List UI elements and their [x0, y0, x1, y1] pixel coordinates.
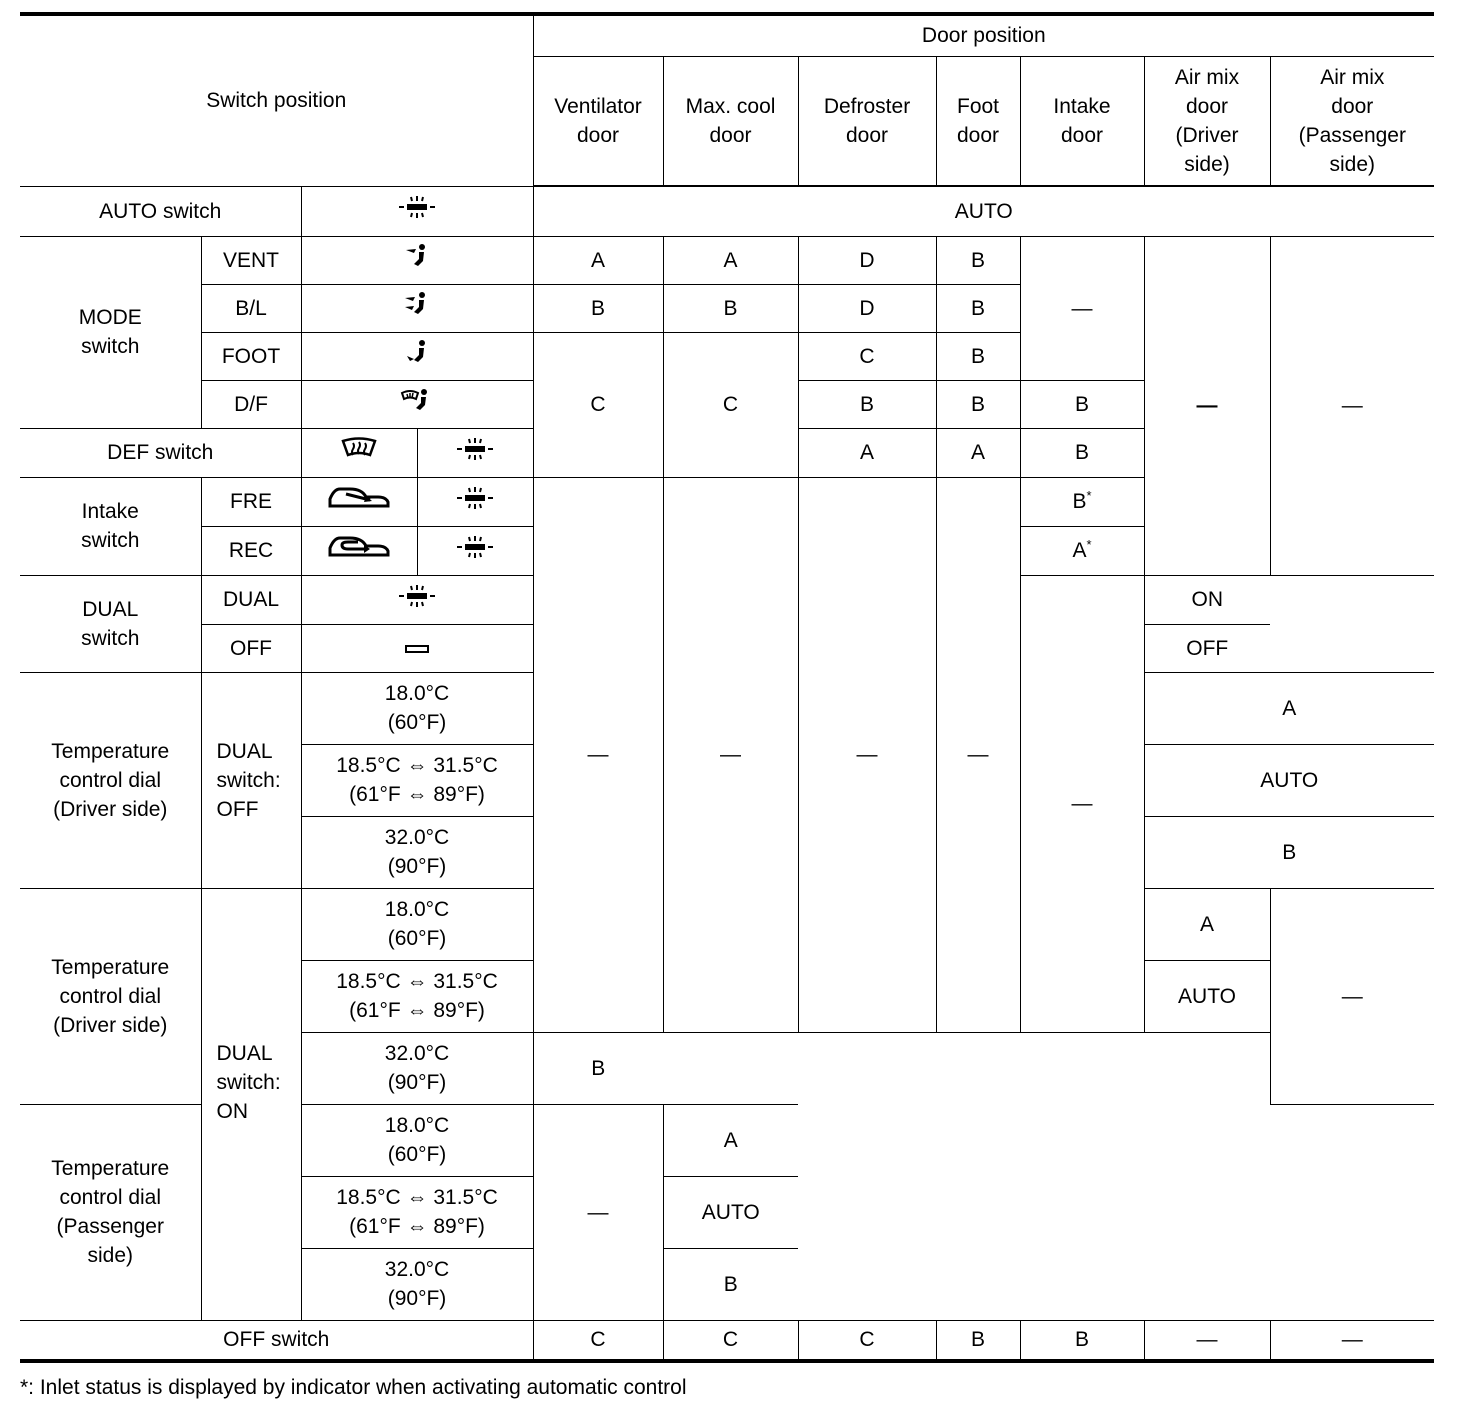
intake-dash: —: [1020, 575, 1144, 1032]
temp-driver-off-setting-mid: 18.5°C ⇔ 31.5°C (61°F ⇔ 89°F): [301, 744, 533, 816]
foot-defroster: C: [798, 332, 936, 380]
auto-switch-indicator: [301, 186, 533, 236]
bl-maxcool: B: [663, 284, 798, 332]
auto-switch-label: AUTO switch: [20, 186, 301, 236]
defroster-icon: [340, 437, 378, 469]
col-air-mix-driver: Air mix door (Driver side): [1144, 56, 1270, 186]
dual-indicator-cell: [301, 575, 533, 624]
temp-driver-off-setting-high: 32.0°C (90°F): [301, 816, 533, 888]
defrost-foot-mode-icon: [400, 387, 434, 421]
vent-ventilator: A: [533, 236, 663, 284]
fresh-air-icon: [326, 485, 392, 519]
temp-driver-on-value-mid: AUTO: [1144, 960, 1270, 1032]
temp-driver-off-label: Temperature control dial (Driver side): [20, 672, 201, 888]
intake-switch-label: Intake switch: [20, 477, 201, 575]
fre-asterisk: *: [1086, 488, 1092, 503]
mode-df-label: D/F: [201, 380, 301, 428]
off-foot: B: [936, 1320, 1020, 1361]
mode-foot-icon-cell: [301, 332, 533, 380]
temp-pass-on-label: Temperature control dial (Passenger side): [20, 1104, 201, 1320]
fre-icon-cell: [301, 477, 417, 526]
def-foot: A: [936, 428, 1020, 477]
airmix-pass-driver-dial-dash: —: [1270, 888, 1434, 1104]
off-intake: B: [1020, 1320, 1144, 1361]
vent-mode-icon: [402, 243, 432, 277]
foot-dash: —: [936, 477, 1020, 1032]
off-airmix-passenger: —: [1270, 1320, 1434, 1361]
airmix-driver-pass-dial-dash: —: [533, 1104, 663, 1320]
temp-pass-on-setting-mid: 18.5°C ⇔ 31.5°C (61°F ⇔ 89°F): [301, 1176, 533, 1248]
def-intake: B: [1020, 428, 1144, 477]
dual-switch-on-text: DUAL switch: ON: [216, 1041, 281, 1123]
temp-driver-off-value-high: B: [1144, 816, 1434, 888]
temp-driver-on-value-low: A: [1144, 888, 1270, 960]
intake-rec-label: REC: [201, 526, 301, 575]
mode-bl-label: B/L: [201, 284, 301, 332]
df-defroster: B: [798, 380, 936, 428]
col-ventilator-door: Ventilator door: [533, 56, 663, 186]
def-defroster: A: [798, 428, 936, 477]
mode-vent-icon-cell: [301, 236, 533, 284]
rec-asterisk: *: [1086, 537, 1092, 552]
bl-defroster: D: [798, 284, 936, 332]
temp-pass-on-setting-high: 32.0°C (90°F): [301, 1248, 533, 1320]
indicator-lit-icon: [397, 195, 437, 227]
col-max-cool-door: Max. cool door: [663, 56, 798, 186]
dual-switch-off-state: DUAL switch: OFF: [201, 672, 301, 888]
indicator-unlit-icon: [404, 634, 430, 663]
indicator-lit-icon: [455, 535, 495, 567]
auto-value: AUTO: [533, 186, 1434, 236]
foot-foot: B: [936, 332, 1020, 380]
df-foot: B: [936, 380, 1020, 428]
temp-pass-on-setting-low: 18.0°C (60°F): [301, 1104, 533, 1176]
bl-foot: B: [936, 284, 1020, 332]
dual-off-value: OFF: [1144, 624, 1270, 672]
col-air-mix-passenger: Air mix door (Passenger side): [1270, 56, 1434, 186]
vent-maxcool: A: [663, 236, 798, 284]
vent-foot: B: [936, 236, 1020, 284]
temp-driver-on-label: Temperature control dial (Driver side): [20, 888, 201, 1104]
fre-indicator-cell: [417, 477, 533, 526]
dual-off-label: OFF: [201, 624, 301, 672]
defroster-dash: —: [798, 477, 936, 1032]
dual-dual-label: DUAL: [201, 575, 301, 624]
indicator-lit-icon: [455, 486, 495, 518]
footnote: *: Inlet status is displayed by indicator when activating automatic control: [20, 1376, 687, 1399]
recirculation-icon: [326, 534, 392, 568]
mode-df-icon-cell: [301, 380, 533, 428]
mode-switch-label: MODE switch: [20, 236, 201, 428]
col-defroster-door: Defroster door: [798, 56, 936, 186]
def-icon-cell: [301, 428, 417, 477]
dual-switch-label: DUAL switch: [20, 575, 201, 672]
fre-intake-value: B: [1072, 490, 1087, 513]
temp-pass-on-value-high: B: [663, 1248, 798, 1320]
off-defroster: C: [798, 1320, 936, 1361]
indicator-lit-icon: [397, 584, 437, 616]
bilevel-mode-icon: [402, 291, 432, 325]
door-position-table-container: [20, 12, 1434, 1363]
mode-foot-label: FOOT: [201, 332, 301, 380]
dual-switch-on-state: [201, 1041, 301, 1320]
off-switch-label: OFF switch: [20, 1320, 533, 1361]
temp-driver-on-setting-mid: 18.5°C ⇔ 31.5°C (61°F ⇔ 89°F): [301, 960, 533, 1032]
fre-intake: [1020, 477, 1144, 526]
rec-indicator-cell: [417, 526, 533, 575]
foot-mode-icon: [402, 339, 432, 373]
ventilator-dash: —: [533, 477, 663, 1032]
off-airmix-driver: —: [1144, 1320, 1270, 1361]
mode-bl-icon-cell: [301, 284, 533, 332]
door-position-table: [20, 12, 1434, 1363]
temp-driver-off-value-low: A: [1144, 672, 1434, 744]
temp-pass-on-value-mid: AUTO: [663, 1176, 798, 1248]
indicator-lit-icon: [455, 437, 495, 469]
intake-fre-label: FRE: [201, 477, 301, 526]
temp-driver-on-value-high: B: [533, 1032, 663, 1104]
maxcool-dash: —: [663, 477, 798, 1032]
def-indicator-cell: [417, 428, 533, 477]
ventilator-c: C: [533, 332, 663, 477]
temp-driver-off-setting-low: 18.0°C (60°F): [301, 672, 533, 744]
bl-ventilator: B: [533, 284, 663, 332]
mode-vent-label: VENT: [201, 236, 301, 284]
intake-mode-dash: —: [1020, 236, 1144, 380]
airmix-driver-mode-dash: —: [1144, 236, 1270, 575]
df-intake: B: [1020, 380, 1144, 428]
temp-pass-on-value-low: A: [663, 1104, 798, 1176]
dual-on-value: ON: [1144, 575, 1270, 624]
rec-intake-value: A: [1072, 539, 1087, 562]
maxcool-c: C: [663, 332, 798, 477]
airmix-pass-mode-dash: —: [1270, 236, 1434, 575]
dual-off-indicator-cell: [301, 624, 533, 672]
col-intake-door: Intake door: [1020, 56, 1144, 186]
off-ventilator: C: [533, 1320, 663, 1361]
def-switch-label: DEF switch: [20, 428, 301, 477]
temp-driver-off-value-mid: AUTO: [1144, 744, 1434, 816]
vent-defroster: D: [798, 236, 936, 284]
rec-intake: [1020, 526, 1144, 575]
door-position-header: Door position: [533, 14, 1434, 56]
off-maxcool: C: [663, 1320, 798, 1361]
rec-icon-cell: [301, 526, 417, 575]
temp-driver-on-setting-low: 18.0°C (60°F): [301, 888, 533, 960]
switch-position-header: Switch position: [20, 14, 533, 186]
temp-driver-on-setting-high: 32.0°C (90°F): [301, 1032, 533, 1104]
col-foot-door: Foot door: [936, 56, 1020, 186]
